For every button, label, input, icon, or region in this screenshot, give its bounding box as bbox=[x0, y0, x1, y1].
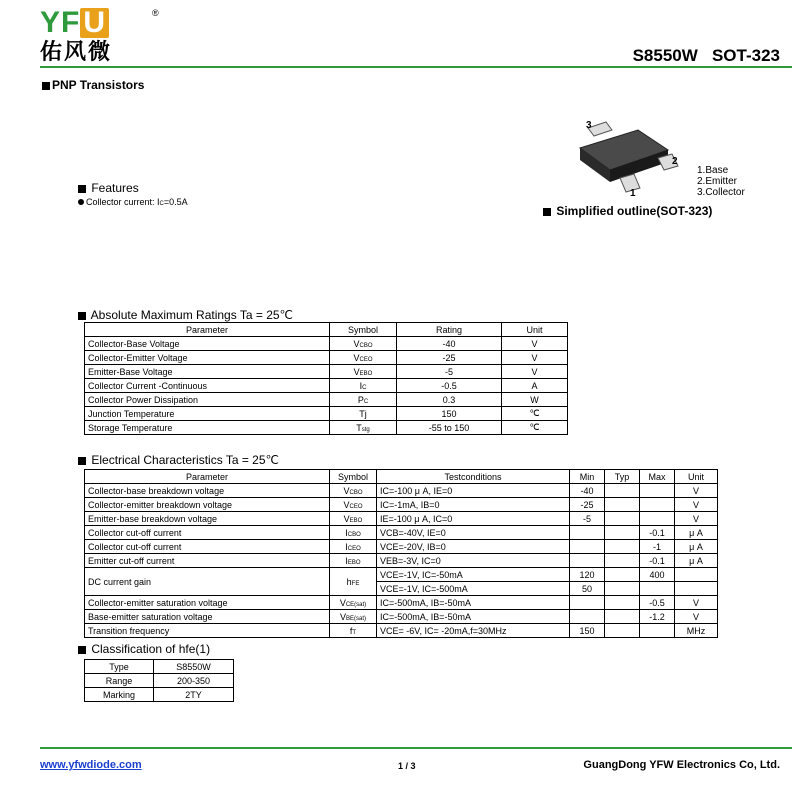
unit-cell: V bbox=[502, 365, 568, 379]
unit-cell: μ A bbox=[675, 526, 718, 540]
param-cell: Collector-emitter saturation voltage bbox=[85, 596, 330, 610]
symbol-subscript: stg bbox=[361, 426, 370, 433]
feature-item: Collector current: IC=0.5A bbox=[78, 197, 188, 207]
min-cell bbox=[570, 526, 605, 540]
min-cell bbox=[570, 610, 605, 624]
symbol-cell: hFE bbox=[330, 568, 377, 596]
condition-cell: IC=-500mA, IB=-50mA bbox=[377, 596, 570, 610]
condition-cell: VEB=-3V, IC=0 bbox=[377, 554, 570, 568]
outline-caption: Simplified outline(SOT-323) bbox=[543, 204, 712, 218]
symbol-subscript: EBO bbox=[359, 370, 373, 377]
electrical-characteristics-table bbox=[84, 469, 718, 638]
min-cell bbox=[570, 554, 605, 568]
param-cell: Collector-Base Voltage bbox=[85, 337, 330, 351]
rating-cell: 0.3 bbox=[397, 393, 502, 407]
param-cell: Storage Temperature bbox=[85, 421, 330, 435]
table-row bbox=[85, 351, 568, 365]
table-row bbox=[85, 421, 568, 435]
classification-heading: Classification of hfe(1) bbox=[78, 642, 210, 656]
max-cell: -0.5 bbox=[640, 596, 675, 610]
typ-cell bbox=[605, 582, 640, 596]
unit-cell: V bbox=[502, 351, 568, 365]
model-title: S8550W SOT-323 bbox=[632, 46, 780, 65]
unit-cell: V bbox=[675, 596, 718, 610]
condition-cell: VCE=-1V, IC=-50mA bbox=[377, 568, 570, 582]
unit-cell: V bbox=[675, 512, 718, 526]
table-row bbox=[85, 540, 718, 554]
param-cell: Collector-Emitter Voltage bbox=[85, 351, 330, 365]
class-key-cell: Type bbox=[85, 660, 154, 674]
rating-cell: -40 bbox=[397, 337, 502, 351]
class-value-cell: S8550W bbox=[154, 660, 234, 674]
table-row bbox=[85, 660, 234, 674]
condition-cell: IC=-100 μ A, IE=0 bbox=[377, 484, 570, 498]
unit-cell: A bbox=[502, 379, 568, 393]
symbol-subscript: CBO bbox=[349, 489, 363, 496]
typ-cell bbox=[605, 554, 640, 568]
typ-cell bbox=[605, 526, 640, 540]
condition-cell: IC=-1mA, IB=0 bbox=[377, 498, 570, 512]
symbol-subscript: C bbox=[362, 384, 367, 391]
table-header-row bbox=[85, 323, 568, 337]
symbol-cell: ICBO bbox=[330, 526, 377, 540]
table-row bbox=[85, 498, 718, 512]
symbol-subscript: BE(sat) bbox=[346, 615, 367, 622]
symbol-cell: ICEO bbox=[330, 540, 377, 554]
symbol-cell: IC bbox=[330, 379, 397, 393]
typ-cell bbox=[605, 568, 640, 582]
bullet-square-icon bbox=[78, 185, 86, 193]
category-title: PNP Transistors bbox=[42, 78, 144, 92]
unit-cell: MHz bbox=[675, 624, 718, 638]
typ-cell bbox=[605, 512, 640, 526]
unit-cell: V bbox=[502, 337, 568, 351]
table-row bbox=[85, 674, 234, 688]
max-cell bbox=[640, 484, 675, 498]
unit-cell: ℃ bbox=[502, 407, 568, 421]
logo-text-cn: 佑风微 bbox=[40, 40, 113, 65]
features-heading: Features bbox=[78, 181, 139, 195]
classification-table bbox=[84, 659, 234, 702]
typ-cell bbox=[605, 596, 640, 610]
symbol-cell: Tstg bbox=[330, 421, 397, 435]
typ-cell bbox=[605, 540, 640, 554]
table-row bbox=[85, 596, 718, 610]
typ-cell bbox=[605, 498, 640, 512]
condition-cell: VCE=-20V, IB=0 bbox=[377, 540, 570, 554]
table-row bbox=[85, 624, 718, 638]
unit-cell: μ A bbox=[675, 540, 718, 554]
table-row bbox=[85, 512, 718, 526]
class-value-cell: 2TY bbox=[154, 688, 234, 702]
symbol-subscript: CBO bbox=[347, 531, 361, 538]
param-cell: Collector cut-off current bbox=[85, 526, 330, 540]
col-header: Parameter bbox=[85, 470, 330, 484]
bullet-square-icon bbox=[78, 312, 86, 320]
unit-cell bbox=[675, 568, 718, 582]
col-header: Min bbox=[570, 470, 605, 484]
min-cell bbox=[570, 540, 605, 554]
symbol-cell: PC bbox=[330, 393, 397, 407]
symbol-subscript: CE(sat) bbox=[345, 601, 367, 608]
symbol-cell: VCBO bbox=[330, 337, 397, 351]
symbol-subscript: CBO bbox=[359, 342, 373, 349]
param-cell: Collector-emitter breakdown voltage bbox=[85, 498, 330, 512]
table-row bbox=[85, 688, 234, 702]
symbol-subscript: EBO bbox=[347, 559, 361, 566]
pin-1-label: 1 bbox=[630, 188, 636, 198]
rating-cell: -55 to 150 bbox=[397, 421, 502, 435]
unit-cell: ℃ bbox=[502, 421, 568, 435]
unit-cell: μ A bbox=[675, 554, 718, 568]
symbol-subscript: FE bbox=[351, 580, 360, 587]
header-divider bbox=[40, 66, 792, 68]
col-header: Symbol bbox=[330, 470, 377, 484]
bullet-square-icon bbox=[543, 208, 551, 216]
max-cell: -1 bbox=[640, 540, 675, 554]
logo-text-yf: YF bbox=[40, 6, 81, 39]
registered-mark: ® bbox=[152, 8, 159, 18]
min-cell: -5 bbox=[570, 512, 605, 526]
param-cell: DC current gain bbox=[85, 568, 330, 596]
unit-cell bbox=[675, 582, 718, 596]
param-cell: Collector-base breakdown voltage bbox=[85, 484, 330, 498]
typ-cell bbox=[605, 610, 640, 624]
symbol-cell: VEBO bbox=[330, 365, 397, 379]
max-cell bbox=[640, 582, 675, 596]
param-cell: Junction Temperature bbox=[85, 407, 330, 421]
condition-cell: IC=-500mA, IB=-50mA bbox=[377, 610, 570, 624]
max-cell bbox=[640, 498, 675, 512]
max-cell bbox=[640, 624, 675, 638]
pin-legend: 1.Base 2.Emitter 3.Collector bbox=[697, 165, 745, 198]
symbol-subscript: T bbox=[352, 629, 357, 636]
min-cell: 120 bbox=[570, 568, 605, 582]
table-row bbox=[85, 379, 568, 393]
min-cell: -40 bbox=[570, 484, 605, 498]
symbol-subscript: CEO bbox=[347, 545, 361, 552]
class-value-cell: 200-350 bbox=[154, 674, 234, 688]
ec-heading: Electrical Characteristics Ta = 25℃ bbox=[78, 453, 279, 467]
website-link[interactable]: www.yfwdiode.com bbox=[40, 759, 142, 771]
footer-divider bbox=[40, 747, 792, 749]
symbol-cell: VCE(sat) bbox=[330, 596, 377, 610]
param-cell: Collector cut-off current bbox=[85, 540, 330, 554]
unit-cell: V bbox=[675, 484, 718, 498]
col-header: Typ bbox=[605, 470, 640, 484]
symbol-cell: IEBO bbox=[330, 554, 377, 568]
bullet-square-icon bbox=[78, 457, 86, 465]
symbol-subscript: CEO bbox=[359, 356, 373, 363]
absolute-max-ratings-table bbox=[84, 322, 568, 435]
rating-cell: 150 bbox=[397, 407, 502, 421]
condition-cell: VCE=-1V, IC=-500mA bbox=[377, 582, 570, 596]
col-header: Max bbox=[640, 470, 675, 484]
table-row bbox=[85, 365, 568, 379]
symbol-cell: VBE(sat) bbox=[330, 610, 377, 624]
max-cell: 400 bbox=[640, 568, 675, 582]
table-header-row bbox=[85, 470, 718, 484]
rating-cell: -5 bbox=[397, 365, 502, 379]
pin-2-label: 2 bbox=[672, 156, 678, 167]
param-cell: Collector Power Dissipation bbox=[85, 393, 330, 407]
unit-cell: V bbox=[675, 610, 718, 624]
rating-cell: -25 bbox=[397, 351, 502, 365]
col-header: Rating bbox=[397, 323, 502, 337]
table-row bbox=[85, 568, 718, 582]
condition-cell: VCE= -6V, IC= -20mA,f=30MHz bbox=[377, 624, 570, 638]
min-cell: 50 bbox=[570, 582, 605, 596]
table-row bbox=[85, 407, 568, 421]
symbol-cell: VCEO bbox=[330, 498, 377, 512]
table-row bbox=[85, 554, 718, 568]
symbol-cell: VCBO bbox=[330, 484, 377, 498]
typ-cell bbox=[605, 484, 640, 498]
table-row bbox=[85, 526, 718, 540]
col-header: Unit bbox=[675, 470, 718, 484]
col-header: Parameter bbox=[85, 323, 330, 337]
max-cell: -1.2 bbox=[640, 610, 675, 624]
bullet-dot-icon bbox=[78, 199, 84, 205]
class-key-cell: Range bbox=[85, 674, 154, 688]
table-row bbox=[85, 393, 568, 407]
param-cell: Emitter-Base Voltage bbox=[85, 365, 330, 379]
param-cell: Collector Current -Continuous bbox=[85, 379, 330, 393]
table-row bbox=[85, 610, 718, 624]
symbol-subscript: EBO bbox=[349, 517, 363, 524]
condition-cell: IE=-100 μ A, IC=0 bbox=[377, 512, 570, 526]
max-cell: -0.1 bbox=[640, 526, 675, 540]
unit-cell: W bbox=[502, 393, 568, 407]
symbol-cell: VEBO bbox=[330, 512, 377, 526]
param-cell: Base-emitter saturation voltage bbox=[85, 610, 330, 624]
param-cell: Emitter-base breakdown voltage bbox=[85, 512, 330, 526]
param-cell: Emitter cut-off current bbox=[85, 554, 330, 568]
col-header: Testconditions bbox=[377, 470, 570, 484]
symbol-cell: Tj bbox=[330, 407, 397, 421]
col-header: Symbol bbox=[330, 323, 397, 337]
symbol-subscript: CEO bbox=[349, 503, 363, 510]
bullet-square-icon bbox=[42, 82, 50, 90]
table-row bbox=[85, 337, 568, 351]
pin-3-label: 3 bbox=[586, 120, 592, 131]
amr-heading: Absolute Maximum Ratings Ta = 25℃ bbox=[78, 308, 293, 322]
bullet-square-icon bbox=[78, 646, 86, 654]
min-cell: 150 bbox=[570, 624, 605, 638]
page-number: 1 / 3 bbox=[398, 761, 416, 771]
unit-cell: V bbox=[675, 498, 718, 512]
table-row bbox=[85, 484, 718, 498]
company-name: GuangDong YFW Electronics Co, Ltd. bbox=[583, 759, 780, 771]
pin-3-lead bbox=[588, 122, 612, 136]
min-cell: -25 bbox=[570, 498, 605, 512]
max-cell: -0.1 bbox=[640, 554, 675, 568]
company-logo bbox=[40, 8, 160, 68]
condition-cell: VCB=-40V, IE=0 bbox=[377, 526, 570, 540]
col-header: Unit bbox=[502, 323, 568, 337]
sot323-package-illustration bbox=[560, 108, 690, 198]
rating-cell: -0.5 bbox=[397, 379, 502, 393]
param-cell: Transition frequency bbox=[85, 624, 330, 638]
max-cell bbox=[640, 512, 675, 526]
symbol-cell: fT bbox=[330, 624, 377, 638]
class-key-cell: Marking bbox=[85, 688, 154, 702]
symbol-cell: VCEO bbox=[330, 351, 397, 365]
typ-cell bbox=[605, 624, 640, 638]
logo-text-u: U bbox=[80, 8, 109, 38]
symbol-subscript: C bbox=[363, 398, 369, 405]
min-cell bbox=[570, 596, 605, 610]
